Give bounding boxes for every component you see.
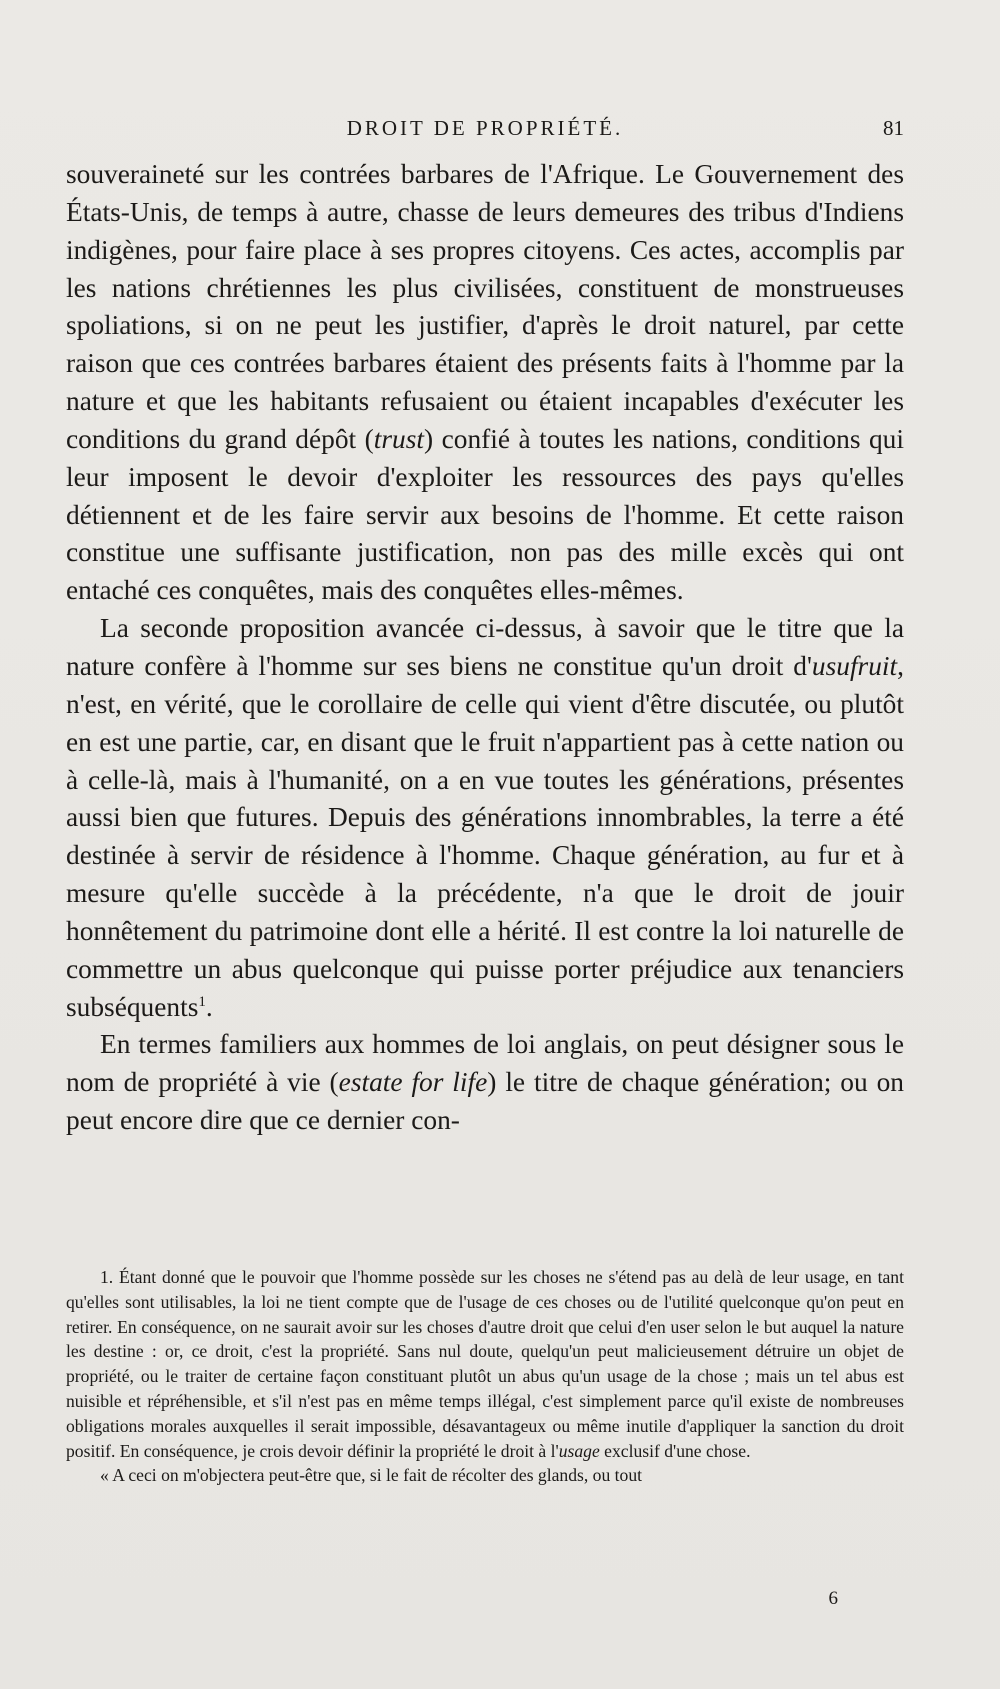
footnote-reference[interactable]: 1 [198, 993, 206, 1010]
footnote-text: 1. Étant donné que le pouvoir que l'homme possède sur les choses ne s'étend pas au delà de leur usage, en tant qu'elles sont utilisables, la loi ne tient compte que de l'usage de ces choses ou de l'utilité quelconque qu'on peut en retirer. En conséquence, on ne saurait avoir sur les choses d'autre droit que celui d'en user selon le but auquel la nature les destine : or, ce droit, c'est la propriété. Sans nul doute, quelqu'un peut malicieusement détruire un objet de propriété, ou le traiter de certaine façon constituant plutôt un abus qu'un usage de la chose ; mais un tel abus est nuisible et répréhensible, et s'il n'est pas en même temps illégal, c'est simplement parce qu'il existe de nombreuses obligations morales auxquelles il serait impossible, désavantageux ou même inutile d'appliquer la sanction du droit positif. En conséquence, je crois devoir définir la propriété le droit à l' [66, 1267, 904, 1461]
page-number: 81 [883, 116, 904, 140]
running-head: DROIT DE PROPRIÉTÉ. [346, 116, 624, 140]
paragraph-text: La seconde proposition avancée ci-dessus, à savoir que le titre que la nature confère à l'homme sur ses biens ne constitue qu'un droit d' [66, 613, 904, 681]
signature-number: 6 [828, 1588, 838, 1609]
paragraph-text: , n'est, en vérité, que le corollaire de celle qui vient d'être discutée, ou plutôt en est une partie, car, en disant que le fruit n'appartient pas à cette nation ou à celle-là, mais à l'humanité, on a en vue toutes les générations, présentes aussi bien que futures. Depuis des générations innombrables, la terre a été destinée à servir de résidence à l'homme. Chaque génération, au fur et à mesure qu'elle succède à la précédente, n'a que le droit de jouir honnêtement du patrimoine dont elle a hérité. Il est contre la loi naturelle de commettre un abus quelconque qui puisse porter préjudice aux tenanciers subséquents [66, 650, 904, 1022]
signature-mark [66, 1588, 904, 1610]
paragraph-text: . [205, 991, 213, 1022]
paragraph [66, 610, 904, 1026]
paragraph-continued [66, 156, 904, 610]
footnote-text: exclusif d'une chose. [599, 1440, 751, 1461]
paragraph-text: ) le titre de chaque génération; ou on peut encore dire que ce dernier con- [66, 1067, 904, 1136]
italic-term: estate for life [338, 1067, 488, 1098]
page-header [66, 112, 904, 146]
paragraph-text: En termes familiers aux hommes de loi anglais, on peut désigner sous le nom de propriété à vie ( [66, 1029, 904, 1098]
main-text [66, 156, 904, 1140]
footnote-quote: « A ceci on m'objectera peut-être que, si le fait de récolter des glands, ou tout [100, 1465, 643, 1486]
italic-term: usage [558, 1440, 600, 1461]
italic-term: usufruit [811, 650, 898, 681]
footnote [66, 1265, 904, 1463]
italic-term: trust [373, 423, 424, 454]
paragraph-text: ) confié à toutes les nations, conditions qui leur imposent le devoir d'exploiter les ressources des pays qu'elles détiennent et de les faire servir aux besoins de l'homme. Et cette raison constitue une suffisante justification, non pas des mille excès qui ont entaché ces conquêtes, mais des conquêtes elles-mêmes. [66, 423, 904, 606]
footnotes [66, 1265, 904, 1488]
paragraph-text: souveraineté sur les contrées barbares de l'Afrique. Le Gouvernement des États-Unis, de temps à autre, chasse de leurs demeures des tribus d'Indiens indigènes, pour faire place à ses propres citoyens. Ces actes, accomplis par les nations chrétiennes les plus civilisées, constituent de monstrueuses spoliations, si on ne peut les justifier, d'après le droit naturel, par cette raison que ces contrées barbares étaient des présents faits à l'homme par la nature et que les habitants refusaient ou étaient incapables d'exécuter les conditions du grand dépôt ( [66, 159, 904, 454]
paragraph [66, 1026, 904, 1140]
